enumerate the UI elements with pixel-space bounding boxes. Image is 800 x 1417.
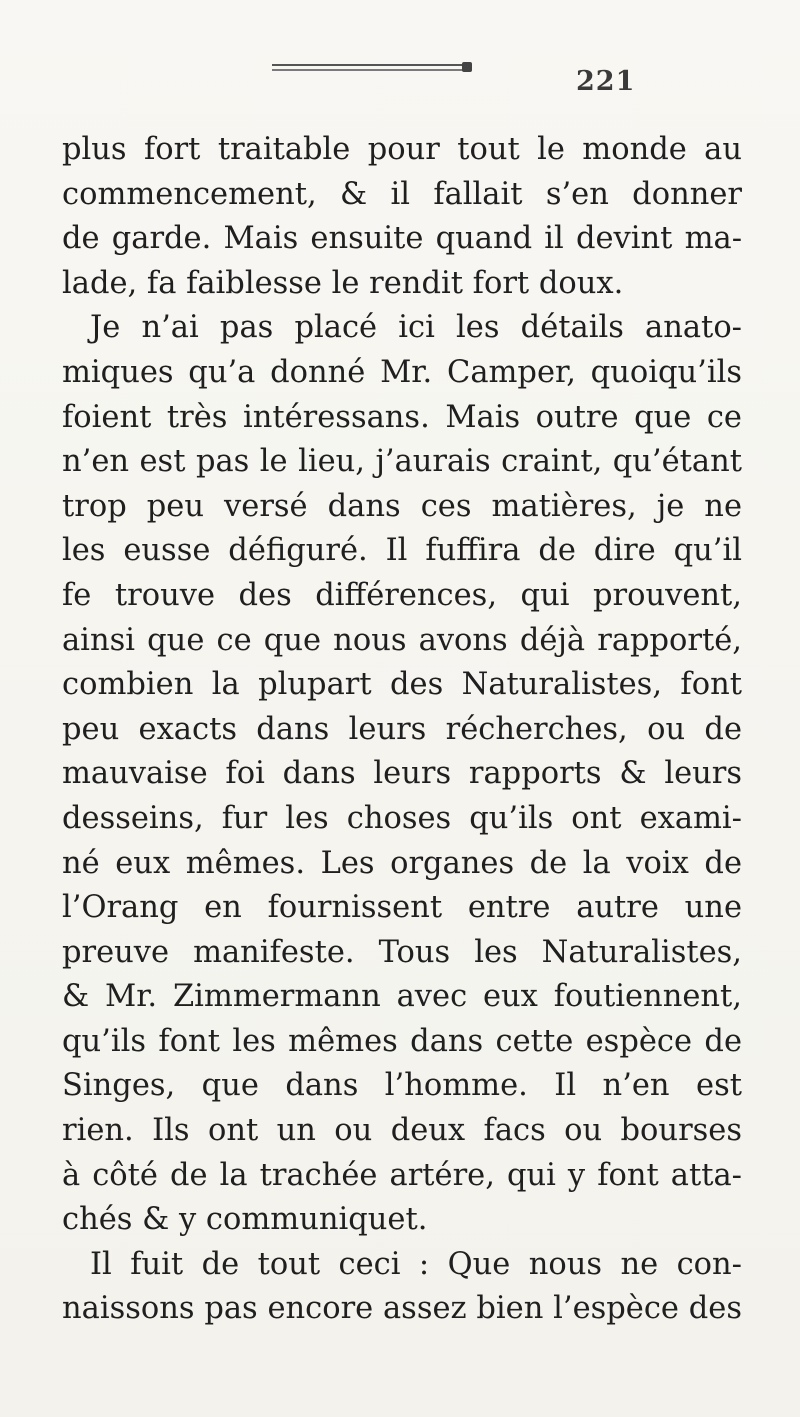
text-line: fe trouve des différences, qui prouvent, [62,577,742,613]
header-rule-line-bottom [272,69,468,71]
text-line: l’Orang en fournissent entre autre une [62,890,742,926]
text-line: ainsi que ce que nous avons déjà rapporté, [62,622,742,658]
text-line: de garde. Mais ensuite quand il devint ma- [62,221,742,257]
text-line: n’en est pas le lieu, j’aurais craint, qu’étant [62,444,742,480]
text-line: commencement, & il fallait s’en donner [62,176,742,212]
text-line: peu exacts dans leurs récherches, ou de [62,711,742,747]
text-line: desseins, fur les choses qu’ils ont exami- [62,800,742,836]
text-line: preuve manifeste. Tous les Naturalistes, [62,934,742,970]
text-line: né eux mêmes. Les organes de la voix de [62,845,742,881]
text-line: plus fort traitable pour tout le monde au [62,132,742,167]
text-line: combien la plupart des Naturalistes, font [62,667,742,703]
text-line: Singes, que dans l’homme. Il n’en est [62,1068,742,1104]
page-number: 221 [576,66,636,97]
text-line: Il fuit de tout ceci : Que nous ne con- [90,1246,742,1282]
header-rule [272,64,468,74]
text-line: naissons pas encore assez bien l’espèce des [62,1291,742,1327]
text-line: chés & y communiquet. [62,1202,428,1238]
text-line: Je n’ai pas placé ici les détails anato- [90,310,742,346]
text-line: & Mr. Zimmermann avec eux foutiennent, [62,979,742,1015]
body-text [62,128,742,1332]
text-line: mauvaise foi dans leurs rapports & leurs [62,756,742,792]
text-line: foient très intéressans. Mais outre que ce [62,399,742,435]
text-line: lade, fa faiblesse le rendit fort doux. [62,265,624,301]
text-line: à côté de la trachée artére, qui y font atta- [62,1157,742,1193]
text-line: trop peu versé dans ces matières, je ne [62,488,742,524]
text-line: qu’ils font les mêmes dans cette espèce de [62,1023,742,1059]
text-line: rien. Ils ont un ou deux facs ou bourses [62,1113,742,1149]
text-line: les eusse défiguré. Il fuffira de dire qu’il [62,533,742,569]
header-rule-line-top [272,64,468,66]
header-rule-ornament [462,62,472,72]
text-line: miques qu’a donné Mr. Camper, quoiqu’ils [62,354,742,390]
